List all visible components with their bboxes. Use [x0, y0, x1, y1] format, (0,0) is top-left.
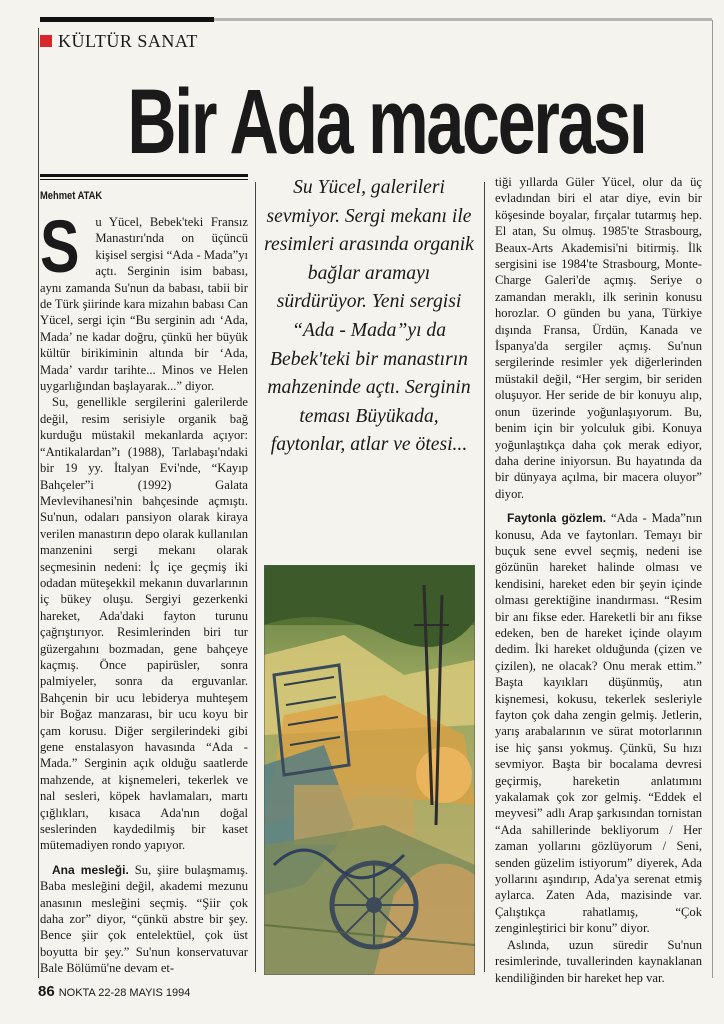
article-column-1: [40, 205, 248, 977]
section-label-text: KÜLTÜR SANAT: [58, 31, 198, 51]
paragraph: [495, 510, 702, 937]
subheading-faytonla-gozlem: Faytonla gözlem.: [507, 511, 607, 526]
painting-image: [264, 565, 475, 975]
page-number: 86: [38, 983, 55, 1000]
paragraph-text: “Ada - Mada”nın konusu, Ada ve faytonları. Temayı bir buçuk sene evvel seçmiş, nedeni ise gözünün hareket halinde olması ve kendisini, hareket eden bir şeyin içinde olması gerektiğine inandırması. “Resim bir anı fikse eder. Hareketli bir anı fikse edeken, ben de hareket içinde olayım dedim. İki hareket olduğunda (çizen ve çizilen), ne olacak? Onu merak ettim.” Başta kayıkları düşünmüş, atın kişnemesi, kokusu, tekerlek sesleriyle fayton çok daha zengin gelmiş. Jetlerin, yarış arabalarının ve sürat motorlarının ise hiç şansı yokmuş. Çünkü, Su hızı sevmiyor. Başta bir bocalama devresi geçirmiş, hareketin anlatımını yakalamak çok zor gelmiş. “Eddek el meyvesi” adlı Arap şarkısından tornistan “Ada sahillerinde bekliyorum / Her zaman yollarını gözlüyorum / Seni, senden güzelim istiyorum” diyerek, Ada yollarını aşındırıp, Ada'ya serenat etmiş aylarca. Zaten Ada, mazisinde var. Çalıştıkça rahatlamış, “Çok zenginleştirici bir konu” diyor.: [495, 511, 702, 936]
headline: Bir Ada macerası: [127, 71, 646, 173]
top-rule-dark: [40, 17, 214, 22]
article-column-3: [495, 174, 702, 986]
author-rule-thick: [40, 174, 248, 177]
paragraph: [40, 862, 248, 977]
column-divider-2: [484, 182, 485, 972]
subheading-ana-meslegi: Ana mesleği.: [52, 862, 129, 877]
paragraph-text: u Yücel, Bebek'teki Fransız Manastırı'nda on üçüncü kişisel sergisi “Ada - Mada”yı açtı. Serginin isim babası, aynı zamanda Su'nun da babası, tabii bir de Türk şiirinde kara mizahın babası Can Yücel, sergi için “Bu serginin adı ‘Ada, Mada’ ne kadar doğru, çünkü her büyük kültür birikiminin altında bir ‘Ada, Mada’ vardır tarihte... Minos ve Helen uygarlığından başlayarak...” diyor.: [40, 215, 248, 394]
top-rule-grey: [214, 18, 712, 21]
author-byline: Mehmet ATAK: [40, 190, 103, 202]
section-square-icon: [40, 35, 52, 47]
drop-cap: S: [40, 205, 80, 288]
paragraph: tiği yıllarda Güler Yücel, olur da üç evladından biri el atar diye, evin bir köşesinde boyalar, fırçalar tutarmış hep. El atan, Su olmuş. 1985'te Strasbourg, Beaux-Arts Akademisi'ni bitirmiş. İlk sergisini ise 1984'te Strasbourg, Monte-Charge Galeri'de açmış. Seriye o zamandan meraklı, ilk serinin konusu horozlar. O günden bu yana, Türkiye dışında Fransa, Ürdün, Kanada ve İspanya'da sergiler açmış. Su'nun sergilerinde resimler yek diğerlerinden müstakil değil, “Her sergim, bir seriden oluşuyor. Her seride de bir konuyu alıp, onun üzerinde yoğunlaşıyorum. Bu, benim için bir yolculuk gibi. Konuya yoğunlaştıkça daha çok merak ediyor, daha derine iniyorsun. Bu hayatında da bir dünyaya açılma, bir macera oluyor” diyor.: [495, 175, 702, 501]
column-divider-1: [255, 182, 256, 972]
pull-quote: Su Yücel, galerileri sevmiyor. Sergi mekanı ile resimleri arasında organik bağlar aramayı sürdürüyor. Yeni sergisi “Ada - Mada”yı da Bebek'teki bir manastırın mahzeninde açtı. Serginin teması Büyükada, faytonlar, atlar ve ötesi...: [264, 177, 474, 456]
page-footer: [38, 983, 190, 1000]
right-margin-rule: [712, 20, 713, 978]
paragraph: Aslında, uzun süredir Su'nun resimlerinde, tuvallerinden kaynaklanan kendiliğinden bir hareket hep var.: [495, 937, 702, 985]
issue-info: NOKTA 22-28 MAYIS 1994: [58, 987, 191, 999]
section-label: [40, 30, 198, 52]
paragraph-text: Su, şiire bulaşmamış. Baba mesleğini değil, akademi mezunu anasının mesleğini seçmiş. “Şiir çok daha zor” diyor, “çünkü abstre bir şey. Bence şiir çok entelektüel, çok üst boyutta bir şey.” Su'nun konservatuvar Bale Bölümü'ne devam et-: [40, 862, 248, 976]
paragraph: Su, genellikle sergilerini galerilerde değil, resim serisiyle organik bağ kurduğu müstakil mekanlarda açıyor: “Antikalardan”ı (1988), Tarlabaşı'ndaki bir 19 yy. İtalyan Evi'nde, “Kayıp Bahçeler”i (1992) Galata Mevlevihanesi'nin bahçesinde açmıştı. Su'nun, odaları pansiyon olarak kiraya verilen manastırın depo olarak kullanılan manzenini sergi mekanı olarak seçmesinin nedeni: İç içe geçmiş iki odadan müteşekkil mekanın duvarlarının iç bükey oluşu. Sergiyi gezerkenki hareket, Ada'daki fayton turunu çağrıştırıyor. Resimlerinden biri tur güzergahını bozmadan, gene bahçeye kaçmış. Önce papirüsler, sonra palmiyeler, sonra da erguvanlar. Bahçenin bir ucu lebiderya muhteşem bir Boğaz manzarası, bir ucu koyu bir çam korusu. Diğer sergilerindeki gibi gene enstalasyon havasında “Ada - Mada.” Serginin açık olduğu saatlerde mahzende, at kişnemeleri, tekerlek ve nal sesleri, köpek havlamaları, martı çığlıkları, kısaca Ada'nın doğal seslerinden kaydedilmiş bir kaset mütemadiyen rondo yapıyor.: [40, 395, 248, 853]
left-margin-rule: [38, 28, 39, 978]
author-rule-thin: [40, 179, 248, 180]
paragraph: [40, 205, 248, 394]
